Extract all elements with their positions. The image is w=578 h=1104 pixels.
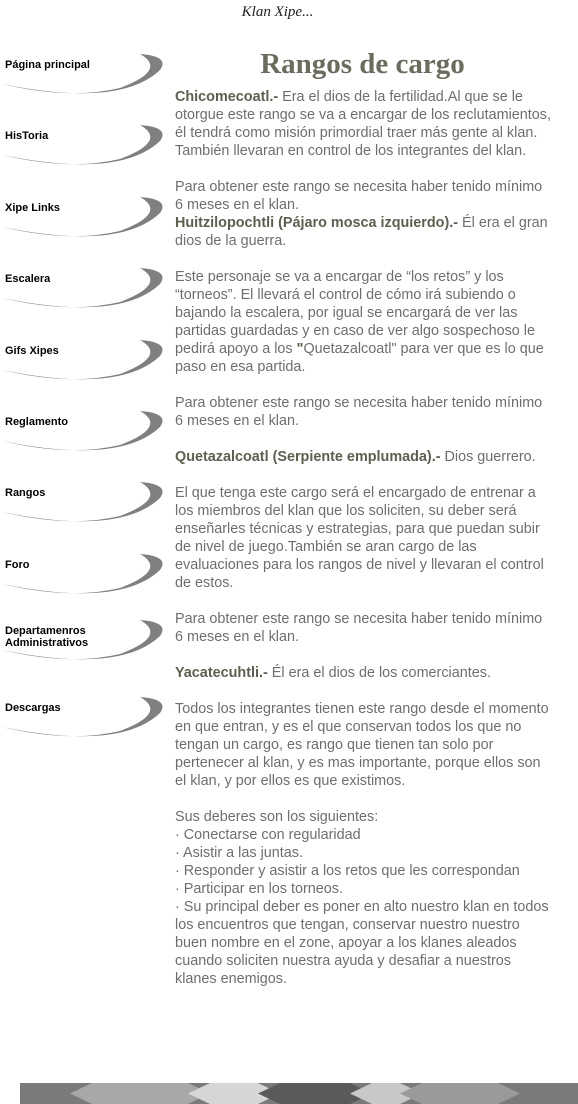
body-text: Este personaje se va a encargar de “los retos” y los “torneos”. El llevará el control de cómo irá subiendo o bajando la escalera, por igual se encargará de ver las partidas guardadas y en caso de ver algo sospechoso le pedirá apoyo a los: [175, 269, 535, 357]
site-title: Klan Xipe...: [241, 4, 314, 20]
duty-item: · Conectarse con regularidad: [175, 827, 361, 843]
swoosh-icon: [0, 616, 170, 678]
nav-label[interactable]: Xipe Links: [5, 202, 61, 214]
rank-name: Quetazalcoatl (Serpiente emplumada).-: [175, 449, 441, 465]
rank-name: Chicomecoatl.-: [175, 89, 279, 105]
swoosh-icon: [0, 121, 170, 183]
swoosh-icon: [0, 264, 170, 326]
sidebar-nav: [0, 0, 170, 760]
nav-item-pagina-principal[interactable]: [0, 50, 170, 112]
duty-item: · Participar en los torneos.: [175, 881, 343, 897]
nav-label[interactable]: Escalera: [5, 273, 51, 285]
rank-body: [175, 268, 551, 376]
nav-label[interactable]: Gifs Xipes: [5, 345, 59, 357]
rank-body: El que tenga este cargo será el encargado de entrenar a los miembros del klan que los soliciten, su deber será enseñarles técnicas y estrategias, para que puedan subir de nivel de juego.También se aran cargo de las evaluaciones para los rangos de nivel y llevaran el control de estos.: [175, 485, 544, 591]
nav-item-descargas[interactable]: [0, 693, 170, 755]
nav-label[interactable]: Foro: [5, 559, 30, 571]
rank-yacatecuhtli: [175, 664, 551, 682]
rank-huitzilopochtli: [175, 214, 551, 250]
rank-quetazalcoatl: [175, 448, 551, 466]
body-text: " para ver que es lo que paso en esa partida.: [175, 341, 544, 375]
body-text: Quetazalcoatl: [303, 341, 392, 357]
rank-requirement: Para obtener este rango se necesita haber tenido mínimo 6 meses en el klan.: [175, 611, 543, 645]
nav-label[interactable]: Departamenros Administrativos: [5, 625, 89, 649]
quote-mark: ": [296, 341, 304, 357]
swoosh-icon: [0, 336, 170, 398]
main-content: [175, 88, 551, 988]
rank-desc: Era el dios de la fertilidad.Al que se le otorgue este rango se va a encargar de los reclutamientos, él tendrá como misión primordial traer más gente al klan. También llevaran en control de los integrantes del klan.: [175, 89, 551, 159]
rank-name: Huitzilopochtli (Pájaro mosca izquierdo).-: [175, 215, 459, 231]
nav-label[interactable]: Descargas: [5, 702, 61, 714]
nav-item-rangos[interactable]: [0, 478, 170, 540]
page-title: Rangos de cargo: [260, 48, 465, 80]
duties-intro: Sus deberes son los siguientes:: [175, 809, 379, 825]
duty-item: · Responder y asistir a los retos que les correspondan: [175, 863, 520, 879]
nav-item-reglamento[interactable]: [0, 407, 170, 469]
rank-name: Yacatecuhtli.-: [175, 665, 268, 681]
swoosh-icon: [0, 193, 170, 255]
nav-item-gifs-xipes[interactable]: [0, 336, 170, 398]
nav-item-departamentos-administrativos[interactable]: [0, 616, 170, 678]
swoosh-icon: [0, 693, 170, 755]
footer-arrow-bar: [20, 1083, 578, 1104]
duty-item: · Su principal deber es poner en alto nuestro klan en todos los encuentros que tengan, conservar nuestro nuestro buen nombre en el zone, apoyar a los klanes aleados cuando soliciten nuestra ayuda y desafiar a nuestros klanes enemigos.: [175, 899, 549, 987]
duty-item: · Asistir a las juntas.: [175, 845, 303, 861]
nav-item-historia[interactable]: [0, 121, 170, 183]
rank-desc: Él era el gran dios de la guerra.: [175, 215, 548, 249]
rank-body: Todos los integrantes tienen este rango desde el momento en que entran, y es el que conservan todos los que no tengan un cargo, es rango que tienen tan solo por pertenecer al klan, y es mas importante, porque ellos son el klan, y por ellos es que existimos.: [175, 701, 549, 789]
swoosh-icon: [0, 407, 170, 469]
nav-item-foro[interactable]: [0, 550, 170, 612]
swoosh-icon: [0, 478, 170, 540]
rank-requirement: Para obtener este rango se necesita haber tenido mínimo 6 meses en el klan.: [175, 179, 543, 213]
swoosh-icon: [0, 550, 170, 612]
nav-label[interactable]: Reglamento: [5, 416, 68, 428]
nav-item-xipe-links[interactable]: [0, 193, 170, 255]
nav-label[interactable]: HisToria: [5, 130, 49, 142]
rank-desc: Él era el dios de los comerciantes.: [267, 665, 491, 681]
rank-chicomecoatl: [175, 88, 551, 160]
rank-desc: Dios guerrero.: [440, 449, 536, 465]
nav-label[interactable]: Página principal: [5, 59, 90, 71]
rank-requirement: Para obtener este rango se necesita haber tenido mínimo 6 meses en el klan.: [175, 395, 543, 429]
nav-label[interactable]: Rangos: [5, 487, 46, 499]
swoosh-icon: [0, 50, 170, 112]
nav-item-escalera[interactable]: [0, 264, 170, 326]
